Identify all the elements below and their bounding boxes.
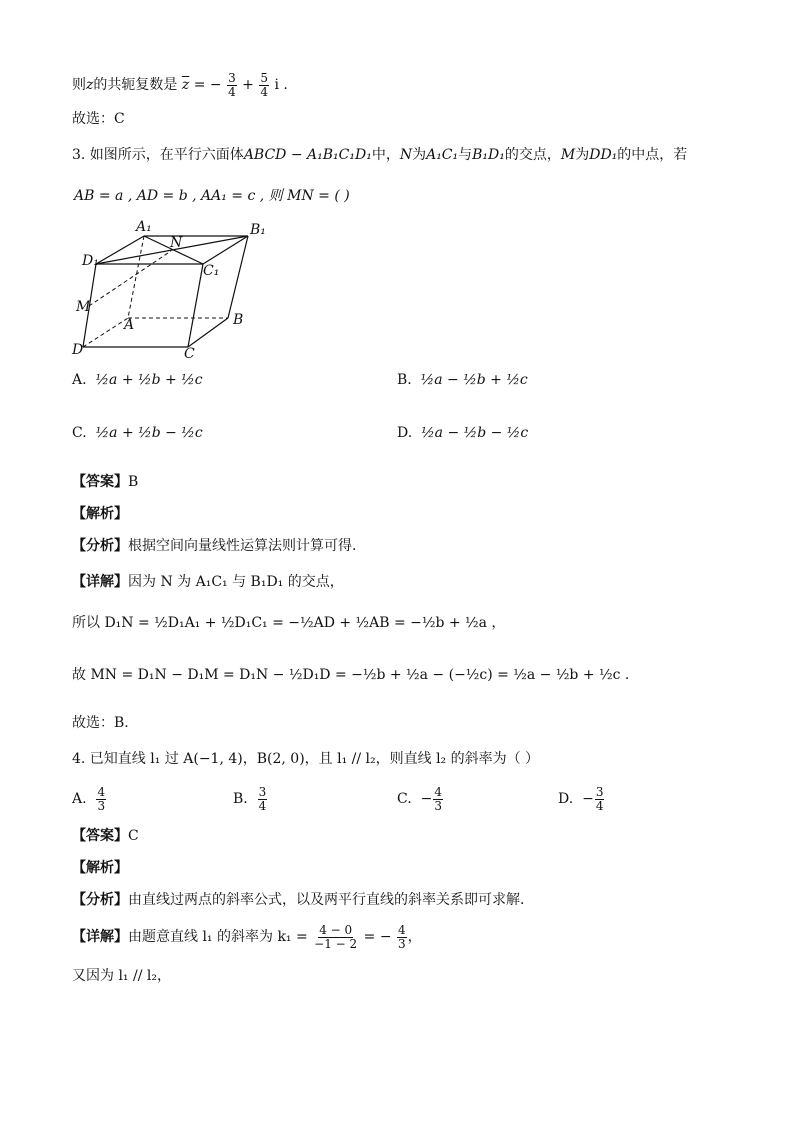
segment-a1c1: A₁C₁ <box>426 147 459 163</box>
option-label: D. <box>558 791 574 808</box>
option-expr: ½a − ½b − ½c <box>421 425 529 441</box>
var-z-bar: $\overline{z}$ <box>181 77 190 94</box>
frac-den: 4 <box>595 798 604 813</box>
fenxi-tag: 【分析】 <box>72 538 128 554</box>
q3-xiangjie <box>72 575 344 589</box>
q4-option-d[interactable] <box>558 786 605 812</box>
answer-tag: 【答案】 <box>72 474 128 490</box>
segment-dd1: DD₁ <box>589 147 618 163</box>
xiangjie-tag: 【详解】 <box>72 929 128 946</box>
option-sign: − <box>420 791 433 808</box>
edge-c1c <box>188 264 203 347</box>
hidden-edge-a1a <box>128 236 144 318</box>
fraction <box>595 786 605 812</box>
frac-den: −1 − 2 <box>314 936 358 951</box>
fraction <box>96 786 106 812</box>
q4-xiangjie <box>72 924 422 950</box>
q4-stem: 4. 已知直线 l₁ 过 A(−1, 4)，B(2, 0)，且 l₁ // l₂，则直线 l₂ 的斜率为（ ） <box>72 751 540 767</box>
frac-den: 4 <box>258 798 267 813</box>
option-label: C. <box>72 425 87 441</box>
parallelepiped-figure <box>70 212 280 362</box>
var-m: M <box>560 147 576 163</box>
option-expr: ½a + ½b − ½c <box>95 425 203 441</box>
fenxi-tag: 【分析】 <box>72 892 128 908</box>
conjugate-line <box>72 72 288 98</box>
text-segment: 为 <box>575 147 590 163</box>
text-segment: 的共轭复数是 <box>93 77 178 94</box>
text-segment: i . <box>274 77 288 94</box>
q3-answer <box>72 475 138 489</box>
answer-tag: 【答案】 <box>72 828 128 844</box>
frac-num: 4 <box>398 923 406 937</box>
option-label: C. <box>397 791 412 808</box>
q3-fenxi <box>72 539 356 553</box>
solid-name: ABCD − A₁B₁C₁D₁ <box>243 147 372 163</box>
text-segment: = − <box>363 929 392 946</box>
label-b: B <box>233 312 244 328</box>
frac-den: 3 <box>97 798 106 813</box>
text-segment: 与 <box>458 147 473 163</box>
label-c1: C₁ <box>203 263 220 279</box>
label-d1: D₁ <box>82 253 99 269</box>
q4-answer <box>72 829 139 843</box>
q3-condition: AB = a , AD = b , AA₁ = c , 则 MN = ( ) <box>74 188 350 204</box>
fraction <box>258 786 268 812</box>
fraction <box>397 924 407 950</box>
q4-fenxi <box>72 893 524 907</box>
text-segment: 则 <box>72 77 86 94</box>
option-label: B. <box>397 372 412 388</box>
q4-option-a[interactable] <box>72 786 107 812</box>
q3-option-c[interactable] <box>72 425 203 441</box>
frac-num: 4 − 0 <box>319 923 353 937</box>
frac-num: 3 <box>258 785 267 799</box>
fraction <box>433 786 443 812</box>
text-segment: 为 <box>412 147 427 163</box>
text-segment: 的交点， <box>504 147 561 163</box>
fenxi-text: 由直线过两点的斜率公式，以及两平行直线的斜率关系即可求解. <box>128 892 525 908</box>
q3-option-d[interactable] <box>397 425 528 441</box>
q3-option-b[interactable] <box>397 372 528 388</box>
q4-analysis-tag: 【解析】 <box>72 860 128 876</box>
frac-num: 5 <box>260 71 268 85</box>
q3-option-a[interactable] <box>72 372 203 388</box>
xiangjie-tag: 【详解】 <box>72 574 128 590</box>
q3-analysis-tag: 【解析】 <box>72 506 128 522</box>
frac-den: 3 <box>398 936 406 951</box>
var-n: N <box>399 147 413 163</box>
segment-b1d1: B₁D₁ <box>472 147 505 163</box>
text-segment: 的中点，若 <box>617 147 688 163</box>
frac-num: 3 <box>228 71 236 85</box>
frac-den: 4 <box>260 84 268 99</box>
text-segment: ， <box>407 929 422 946</box>
fraction <box>313 924 358 950</box>
option-label: A. <box>72 372 87 388</box>
label-b1: B₁ <box>250 222 266 238</box>
label-a1: A₁ <box>136 219 152 235</box>
frac-num: 3 <box>595 785 604 799</box>
fenxi-text: 根据空间向量线性运算法则计算可得. <box>128 538 357 554</box>
label-a: A <box>124 317 135 333</box>
option-sign: − <box>582 791 594 808</box>
fraction <box>259 72 269 98</box>
q3-step2: 故 MN = D₁N − D₁M = D₁N − ½D₁D = −½b + ½a − (−½c) = ½a − ½b + ½c . <box>72 667 630 683</box>
option-label: A. <box>72 791 87 808</box>
option-label: D. <box>397 425 413 441</box>
q4-last-line: 又因为 l₁ // l₂， <box>72 968 171 984</box>
label-n: N <box>170 235 183 251</box>
text-segment: 中， <box>371 147 400 163</box>
var-z: z <box>86 77 94 94</box>
edge-cb <box>188 318 228 347</box>
frac-den: 4 <box>228 84 236 99</box>
label-m: M <box>76 299 91 315</box>
frac-den: 3 <box>434 798 442 813</box>
text-segment: + <box>242 77 254 94</box>
text-segment: 3. 如图所示，在平行六面体 <box>72 147 244 163</box>
edge-b1b <box>228 236 248 318</box>
hidden-segment-mn <box>89 251 171 306</box>
answer-value: B <box>128 474 139 490</box>
xiangjie-text: 由题意直线 l₁ 的斜率为 k₁ = <box>128 929 308 946</box>
text-segment: = − <box>193 77 222 94</box>
option-label: B. <box>233 791 248 808</box>
label-d: D <box>72 342 84 358</box>
label-c: C <box>184 346 195 362</box>
q4-option-b[interactable] <box>233 786 268 812</box>
frac-num: 4 <box>97 785 106 799</box>
option-expr: ½a − ½b + ½c <box>420 372 528 388</box>
q4-option-c[interactable] <box>397 786 444 812</box>
q3-stem <box>72 148 687 162</box>
q3-step1: 所以 D₁N = ½D₁A₁ + ½D₁C₁ = −½AD + ½AB = −½b + ½a ， <box>72 615 506 631</box>
xiangjie-text: 因为 N 为 A₁C₁ 与 B₁D₁ 的交点， <box>128 574 344 590</box>
fraction <box>227 72 237 98</box>
prev-choice: 故选：C <box>72 111 125 127</box>
option-expr: ½a + ½b + ½c <box>95 372 203 388</box>
hidden-edge-da <box>83 318 128 347</box>
q3-choice: 故选：B. <box>72 715 129 731</box>
answer-value: C <box>128 828 139 844</box>
frac-num: 4 <box>434 785 442 799</box>
